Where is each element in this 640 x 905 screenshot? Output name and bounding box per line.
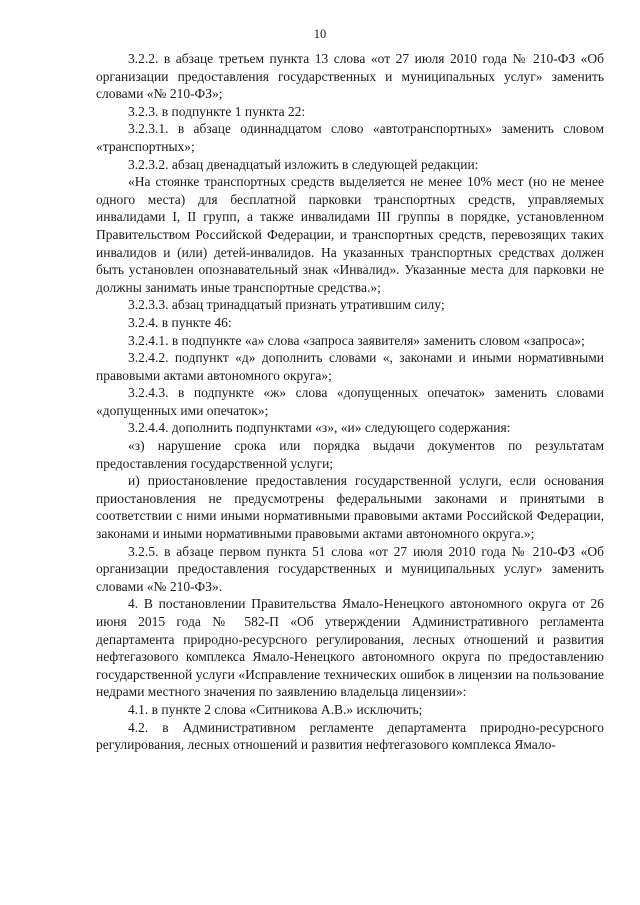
- paragraph-3-2-3: 3.2.3. в подпункте 1 пункта 22:: [128, 103, 306, 119]
- paragraph-3-2-5: 3.2.5. в абзаце первом пункта 51 слова «от 27 июля 2010 года № 210-ФЗ «Об организации предоставления государственных и муниципальных услуг» заменить словами «№ 210-ФЗ».: [96, 543, 604, 594]
- paragraph-subitem-z: «з) нарушение срока или порядка выдачи документов по результатам предоставления государственной услуги;: [96, 438, 604, 471]
- paragraph-parking-quote: «На стоянке транспортных средств выделяется не менее 10% мест (но не менее одного места) для бесплатной парковки транспортных средств, управляемых инвалидами I, II групп, а также инвалидами III группы в порядке, установленном Правительством Российской Федерации, и транспортных средств, перевозящих таких инвалидов и (или) детей-инвалидов. На указанных транспортных средствах должен быть установлен опознавательный знак «Инвалид». Указанные места для парковки не должны занимать иные транспортные средства.»;: [96, 174, 604, 295]
- paragraph-4: 4. В постановлении Правительства Ямало-Ненецкого автономного округа от 26 июня 2015 года № 582-П «Об утверждении Административного регламента департамента природно-ресурсного регулирования, лесных отношений и развития нефтегазового комплекса Ямало-Ненецкого автономного округа по предоставлению государственной услуги «Исправление технических ошибок в лицензии на пользование недрами местного значения по заявлению владельца лицензии»:: [96, 596, 604, 700]
- document-body: [96, 50, 604, 754]
- paragraph-4-1: 4.1. в пункте 2 слова «Ситникова А.В.» исключить;: [128, 701, 423, 717]
- paragraph-3-2-4: 3.2.4. в пункте 46:: [128, 314, 232, 330]
- paragraph-4-2: 4.2. в Административном регламенте департамента природно-ресурсного регулирования, лесных отношений и развития нефтегазового комплекса Ямало-: [96, 719, 604, 753]
- paragraph-3-2-2: 3.2.2. в абзаце третьем пункта 13 слова «от 27 июля 2010 года № 210-ФЗ «Об организации предоставления государственных и муниципальных услуг» заменить словами «№ 210-ФЗ»;: [96, 51, 604, 102]
- paragraph-3-2-4-2: 3.2.4.2. подпункт «д» дополнить словами «, законами и иными нормативными правовыми актами автономного округа»;: [96, 350, 604, 383]
- paragraph-3-2-4-1: 3.2.4.1. в подпункте «а» слова «запроса заявителя» заменить словом «запроса»;: [128, 332, 585, 348]
- paragraph-3-2-4-4: 3.2.4.4. дополнить подпунктами «з», «и» следующего содержания:: [128, 420, 511, 436]
- paragraph-3-2-3-2: 3.2.3.2. абзац двенадцатый изложить в следующей редакции:: [128, 156, 479, 172]
- paragraph-3-2-4-3: 3.2.4.3. в подпункте «ж» слова «допущенных опечаток» заменить словами «допущенных ими опечаток»;: [96, 385, 604, 418]
- paragraph-3-2-3-1: 3.2.3.1. в абзаце одиннадцатом слово «автотранспортных» заменить словом «транспортных»;: [96, 121, 604, 154]
- paragraph-3-2-3-3: 3.2.3.3. абзац тринадцатый признать утратившим силу;: [128, 297, 445, 313]
- paragraph-subitem-i: и) приостановление предоставления государственной услуги, если основания приостановления не предусмотрены федеральными законами и принятыми в соответствии с ними иными нормативными правовыми актами Российской Федерации, законами и иными нормативными правовыми актами автономного округа.»;: [96, 473, 604, 542]
- page-number: 10: [313, 27, 327, 41]
